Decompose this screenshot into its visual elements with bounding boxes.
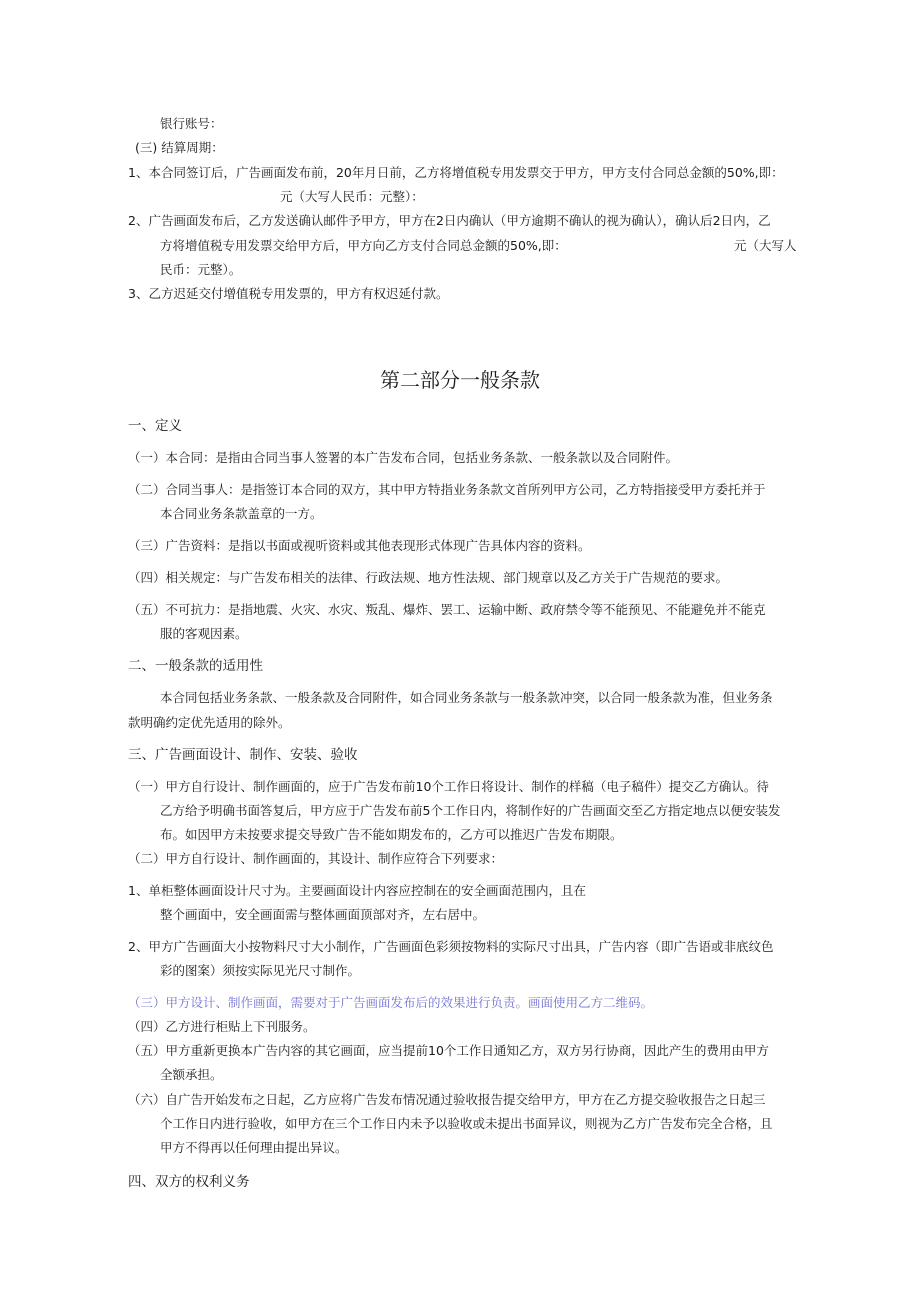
settlement-item-2-line-2a: 方将增值税专用发票交给甲方后，甲方向乙方支付合同总金额的50%,即： xyxy=(160,238,567,253)
sec3-para-3: （三）甲方设计、制作画面，需要对于广告画面发布后的效果进行负责。画面使用乙方二维码。 xyxy=(128,995,654,1010)
sec3-para-6-line-2: 个工作日内进行验收，如甲方在三个工作日内未予以验收或未提出书面异议，则视为乙方广告发布完全合格，且 xyxy=(160,1116,773,1131)
section-2-heading: 二、一般条款的适用性 xyxy=(128,658,263,674)
sec3-para-5-line-2: 全额承担。 xyxy=(160,1067,223,1082)
sec3-para-2: （二）甲方自行设计、制作画面的，其设计、制作应符合下列要求： xyxy=(128,851,504,866)
settlement-item-2-line-1: 2、广告画面发布后，乙方发送确认邮件予甲方，甲方在2日内确认（甲方逾期不确认的视为确认），确认后2日内，乙 xyxy=(128,213,771,228)
part-two-title: 第二部分一般条款 xyxy=(380,368,540,392)
sec1-para-2-line-1: （二）合同当事人：是指签订本合同的双方，其中甲方特指业务条款文首所列甲方公司，乙方特指接受甲方委托并于 xyxy=(128,482,766,497)
settlement-item-1-line-2: 元（大写人民币：元整）： xyxy=(280,189,424,204)
sec3-para-6-line-3: 甲方不得再以任何理由提出异议。 xyxy=(160,1140,348,1155)
sec1-para-5-line-2: 服的客观因素。 xyxy=(160,626,248,641)
bank-account-label: 银行账号： xyxy=(160,116,223,131)
sec3-para-1-line-1: （一）甲方自行设计、制作画面的，应于广告发布前10个工作日将设计、制作的样稿（电子稿件）提交乙方确认。待 xyxy=(128,779,769,794)
sec2-line-1: 本合同包括业务条款、一般条款及合同附件，如合同业务条款与一般条款冲突，以合同一般条款为准，但业务条 xyxy=(160,690,773,705)
sec1-para-5-line-1: （五）不可抗力：是指地震、火灾、水灾、叛乱、爆炸、罢工、运输中断、政府禁令等不能预见、不能避免并不能克 xyxy=(128,602,766,617)
sec3-item-2-line-1: 2、甲方广告画面大小按物料尺寸大小制作，广告画面色彩须按物料的实际尺寸出具，广告内容（即广告语或非底纹色 xyxy=(128,939,774,954)
section-1-heading: 一、定义 xyxy=(128,418,182,434)
settlement-item-2-line-3: 民币：元整）。 xyxy=(160,262,242,277)
sec3-item-1-line-1: 1、单柜整体画面设计尺寸为。主要画面设计内容应控制在的安全画面范围内，且在 xyxy=(128,883,586,898)
sec3-para-1-line-3: 布。如因甲方未按要求提交导致广告不能如期发布的，乙方可以推迟广告发布期限。 xyxy=(160,827,623,842)
sec2-line-2: 款明确约定优先适用的除外。 xyxy=(128,715,291,730)
sec3-item-2-line-2: 彩的图案）须按实际见光尺寸制作。 xyxy=(160,963,361,978)
sec3-para-5-line-1: （五）甲方重新更换本广告内容的其它画面，应当提前10个工作日通知乙方，双方另行协商，因此产生的费用由甲方 xyxy=(128,1043,769,1058)
sec3-para-6-line-1: （六）自广告开始发布之日起，乙方应将广告发布情况通过验收报告提交给甲方，甲方在乙方提交验收报告之日起三 xyxy=(128,1092,766,1107)
sec1-para-4: （四）相关规定：与广告发布相关的法律、行政法规、地方性法规、部门规章以及乙方关于广告规范的要求。 xyxy=(128,570,729,585)
section-4-heading: 四、双方的权利义务 xyxy=(128,1174,250,1190)
sec1-para-2-line-2: 本合同业务条款盖章的一方。 xyxy=(160,506,323,521)
sec3-para-4: （四）乙方进行柜贴上下刊服务。 xyxy=(128,1019,316,1034)
settlement-heading: (三) 结算周期： xyxy=(135,140,224,155)
section-3-heading: 三、广告画面设计、制作、安装、验收 xyxy=(128,747,358,763)
settlement-item-2-line-2b: 元（大写人 xyxy=(734,238,797,253)
sec3-para-1-line-2: 乙方给予明确书面答复后，甲方应于广告发布前5个工作日内，将制作好的广告画面交至乙方指定地点以便安装发 xyxy=(160,803,781,818)
sec3-item-1-line-2: 整个画面中，安全画面需与整体画面顶部对齐，左右居中。 xyxy=(160,907,486,922)
sec1-para-3: （三）广告资料：是指以书面或视听资料或其他表现形式体现广告具体内容的资料。 xyxy=(128,538,591,553)
settlement-item-1-line-1: 1、本合同签订后，广告画面发布前，20年月日前，乙方将增值税专用发票交于甲方，甲方支付合同总金额的50%,即： xyxy=(128,165,784,180)
sec1-para-1: （一）本合同：是指由合同当事人签署的本广告发布合同，包括业务条款、一般条款以及合同附件。 xyxy=(128,450,679,465)
settlement-item-3: 3、乙方迟延交付增值税专用发票的，甲方有权迟延付款。 xyxy=(128,286,449,301)
